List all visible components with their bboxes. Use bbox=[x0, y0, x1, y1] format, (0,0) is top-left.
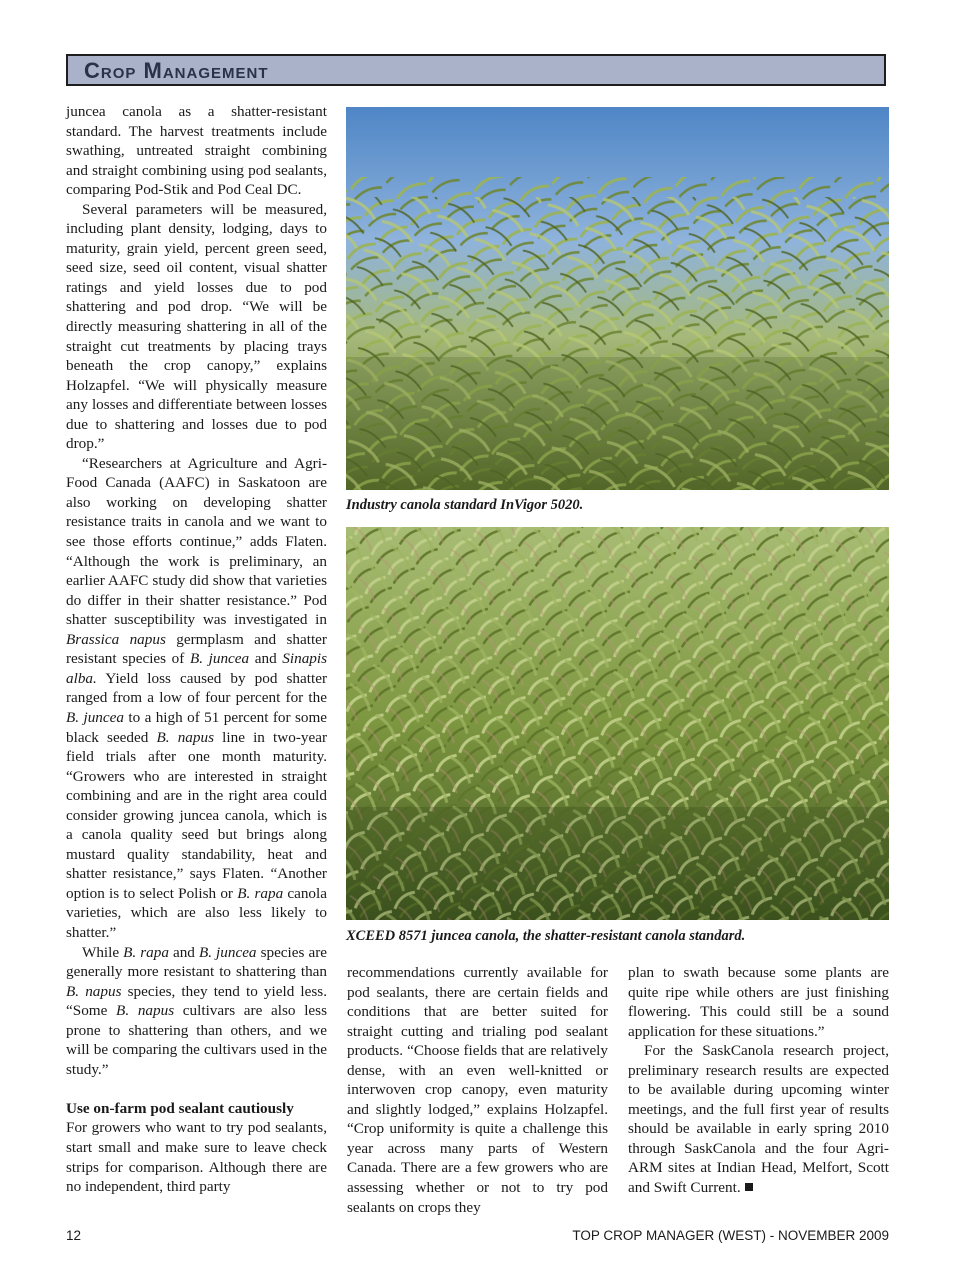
left-column bbox=[66, 102, 327, 1197]
end-of-article-mark bbox=[745, 1183, 753, 1191]
species-name: B. juncea bbox=[198, 943, 257, 961]
subheading: Use on-farm pod sealant cautiously bbox=[66, 1099, 294, 1117]
text-run: cultivars are also less prone to shattering than others, and we will be comparing the cultivars used in the study.” bbox=[66, 1002, 327, 1078]
middle-column bbox=[347, 963, 608, 1217]
left-paragraph-1: juncea canola as a shatter-resistant standard. The harvest treatments include swathing, untreated straight combining and straight combining using pod sealants, comparing Pod-Stik and Pod Ceal DC. bbox=[66, 103, 327, 199]
photo-invigor-canola-image bbox=[346, 107, 889, 490]
magazine-issue: TOP CROP MANAGER (WEST) - NOVEMBER 2009 bbox=[572, 1228, 889, 1243]
right-column bbox=[628, 963, 889, 1198]
text-run: germplasm and shatter resistant species of bbox=[66, 630, 327, 668]
photo-xceed-juncea-canola-image bbox=[346, 527, 889, 920]
text-run: species, they tend to yield less. “Some bbox=[66, 982, 327, 1020]
text-run: line in two-year field trials after one month maturity. “Growers who are interested in straight combining and are in the right area could consider growing juncea canola, which is a canola quality seed but brings along mustard quality standability, heat and shatter resistance,” says Flaten. “Another option is to select Polish or bbox=[66, 728, 328, 902]
photo2-caption: XCEED 8571 juncea canola, the shatter-resistant canola standard. bbox=[346, 928, 746, 944]
section-header-bar bbox=[66, 54, 886, 86]
left-paragraph-4 bbox=[66, 943, 327, 1080]
right-paragraph-2 bbox=[628, 1041, 889, 1197]
page-number: 12 bbox=[66, 1228, 82, 1243]
species-name: Sinapis alba. bbox=[66, 650, 328, 687]
photo-invigor-canola bbox=[346, 107, 889, 490]
left-paragraph-5: For growers who want to try pod sealants, start small and make sure to leave check strips for comparison. Although there are no independent, third party bbox=[66, 1119, 327, 1196]
species-name: B. napus bbox=[66, 982, 122, 1000]
species-name: B. rapa bbox=[237, 884, 284, 902]
text-run: canola varieties, which are also less likely to shatter.” bbox=[66, 884, 327, 941]
text-run: Yield loss caused by pod shatter ranged from a low of four percent for the bbox=[66, 669, 327, 707]
text-run: and bbox=[249, 650, 283, 668]
left-paragraph-2: Several parameters will be measured, including plant density, lodging, days to maturity, grain yield, percent green seed, seed size, seed oil content, visual shatter ratings and yield losses due to pod shattering and pod drop. “We will be directly measuring shattering in all of the straight cut treatments by placing trays beneath the crop canopy,” explains Holzapfel. “We will physically measure any losses and differentiate between losses due to shattering and losses due to pod drop.” bbox=[66, 200, 327, 453]
text-run: “Researchers at Agriculture and Agri-Food Canada (AAFC) in Saskatoon are also working on developing shatter resistance traits in canola and we want to see those efforts continue,” adds Flaten. “Although the work is preliminary, an earlier AAFC study did show that varieties do differ in their shatter resistance.” Pod shatter susceptibility was investigated in bbox=[66, 454, 327, 629]
text-run: to a high of 51 percent for some black seeded bbox=[66, 708, 327, 746]
text-run: While bbox=[82, 943, 124, 961]
photo1-caption: Industry canola standard InVigor 5020. bbox=[346, 497, 584, 513]
right-paragraph-1: plan to swath because some plants are quite ripe while others are just finishing flowering. This could still be a sound application for these situations.” bbox=[628, 964, 889, 1040]
left-paragraph-3 bbox=[66, 454, 327, 943]
species-name: B. napus bbox=[156, 728, 215, 746]
species-name: Brassica napus bbox=[66, 630, 166, 648]
text-run: species are generally more resistant to shattering than bbox=[66, 943, 327, 981]
photo-xceed-juncea-canola bbox=[346, 527, 889, 920]
middle-paragraph-1: recommendations currently available for pod sealants, there are certain fields and conditions that are better suited for straight cutting and trialing pod sealant products. “Choose fields that are relatively dense, with an even well-knitted or interwoven crop canopy, even maturity and slightly lodged,” explains Holzapfel. “Crop uniformity is quite a challenge this year across many parts of Western Canada. There are a few growers who are assessing whether or not to try pod sealants on crops they bbox=[347, 964, 608, 1216]
species-name: B. juncea bbox=[66, 708, 124, 726]
species-name: B. napus bbox=[116, 1002, 175, 1020]
text-run: and bbox=[168, 943, 199, 961]
text-run: For the SaskCanola research project, preliminary research results are expected to be available during upcoming winter meetings, and the full first year of results should be available in early spring 2010 through SaskCanola and the four Agri-ARM sites at Indian Head, Melfort, Scott and Swift Current. bbox=[628, 1042, 889, 1197]
species-name: B. juncea bbox=[189, 650, 250, 668]
species-name: B. rapa bbox=[123, 943, 169, 961]
section-title: Crop Management bbox=[84, 58, 269, 83]
